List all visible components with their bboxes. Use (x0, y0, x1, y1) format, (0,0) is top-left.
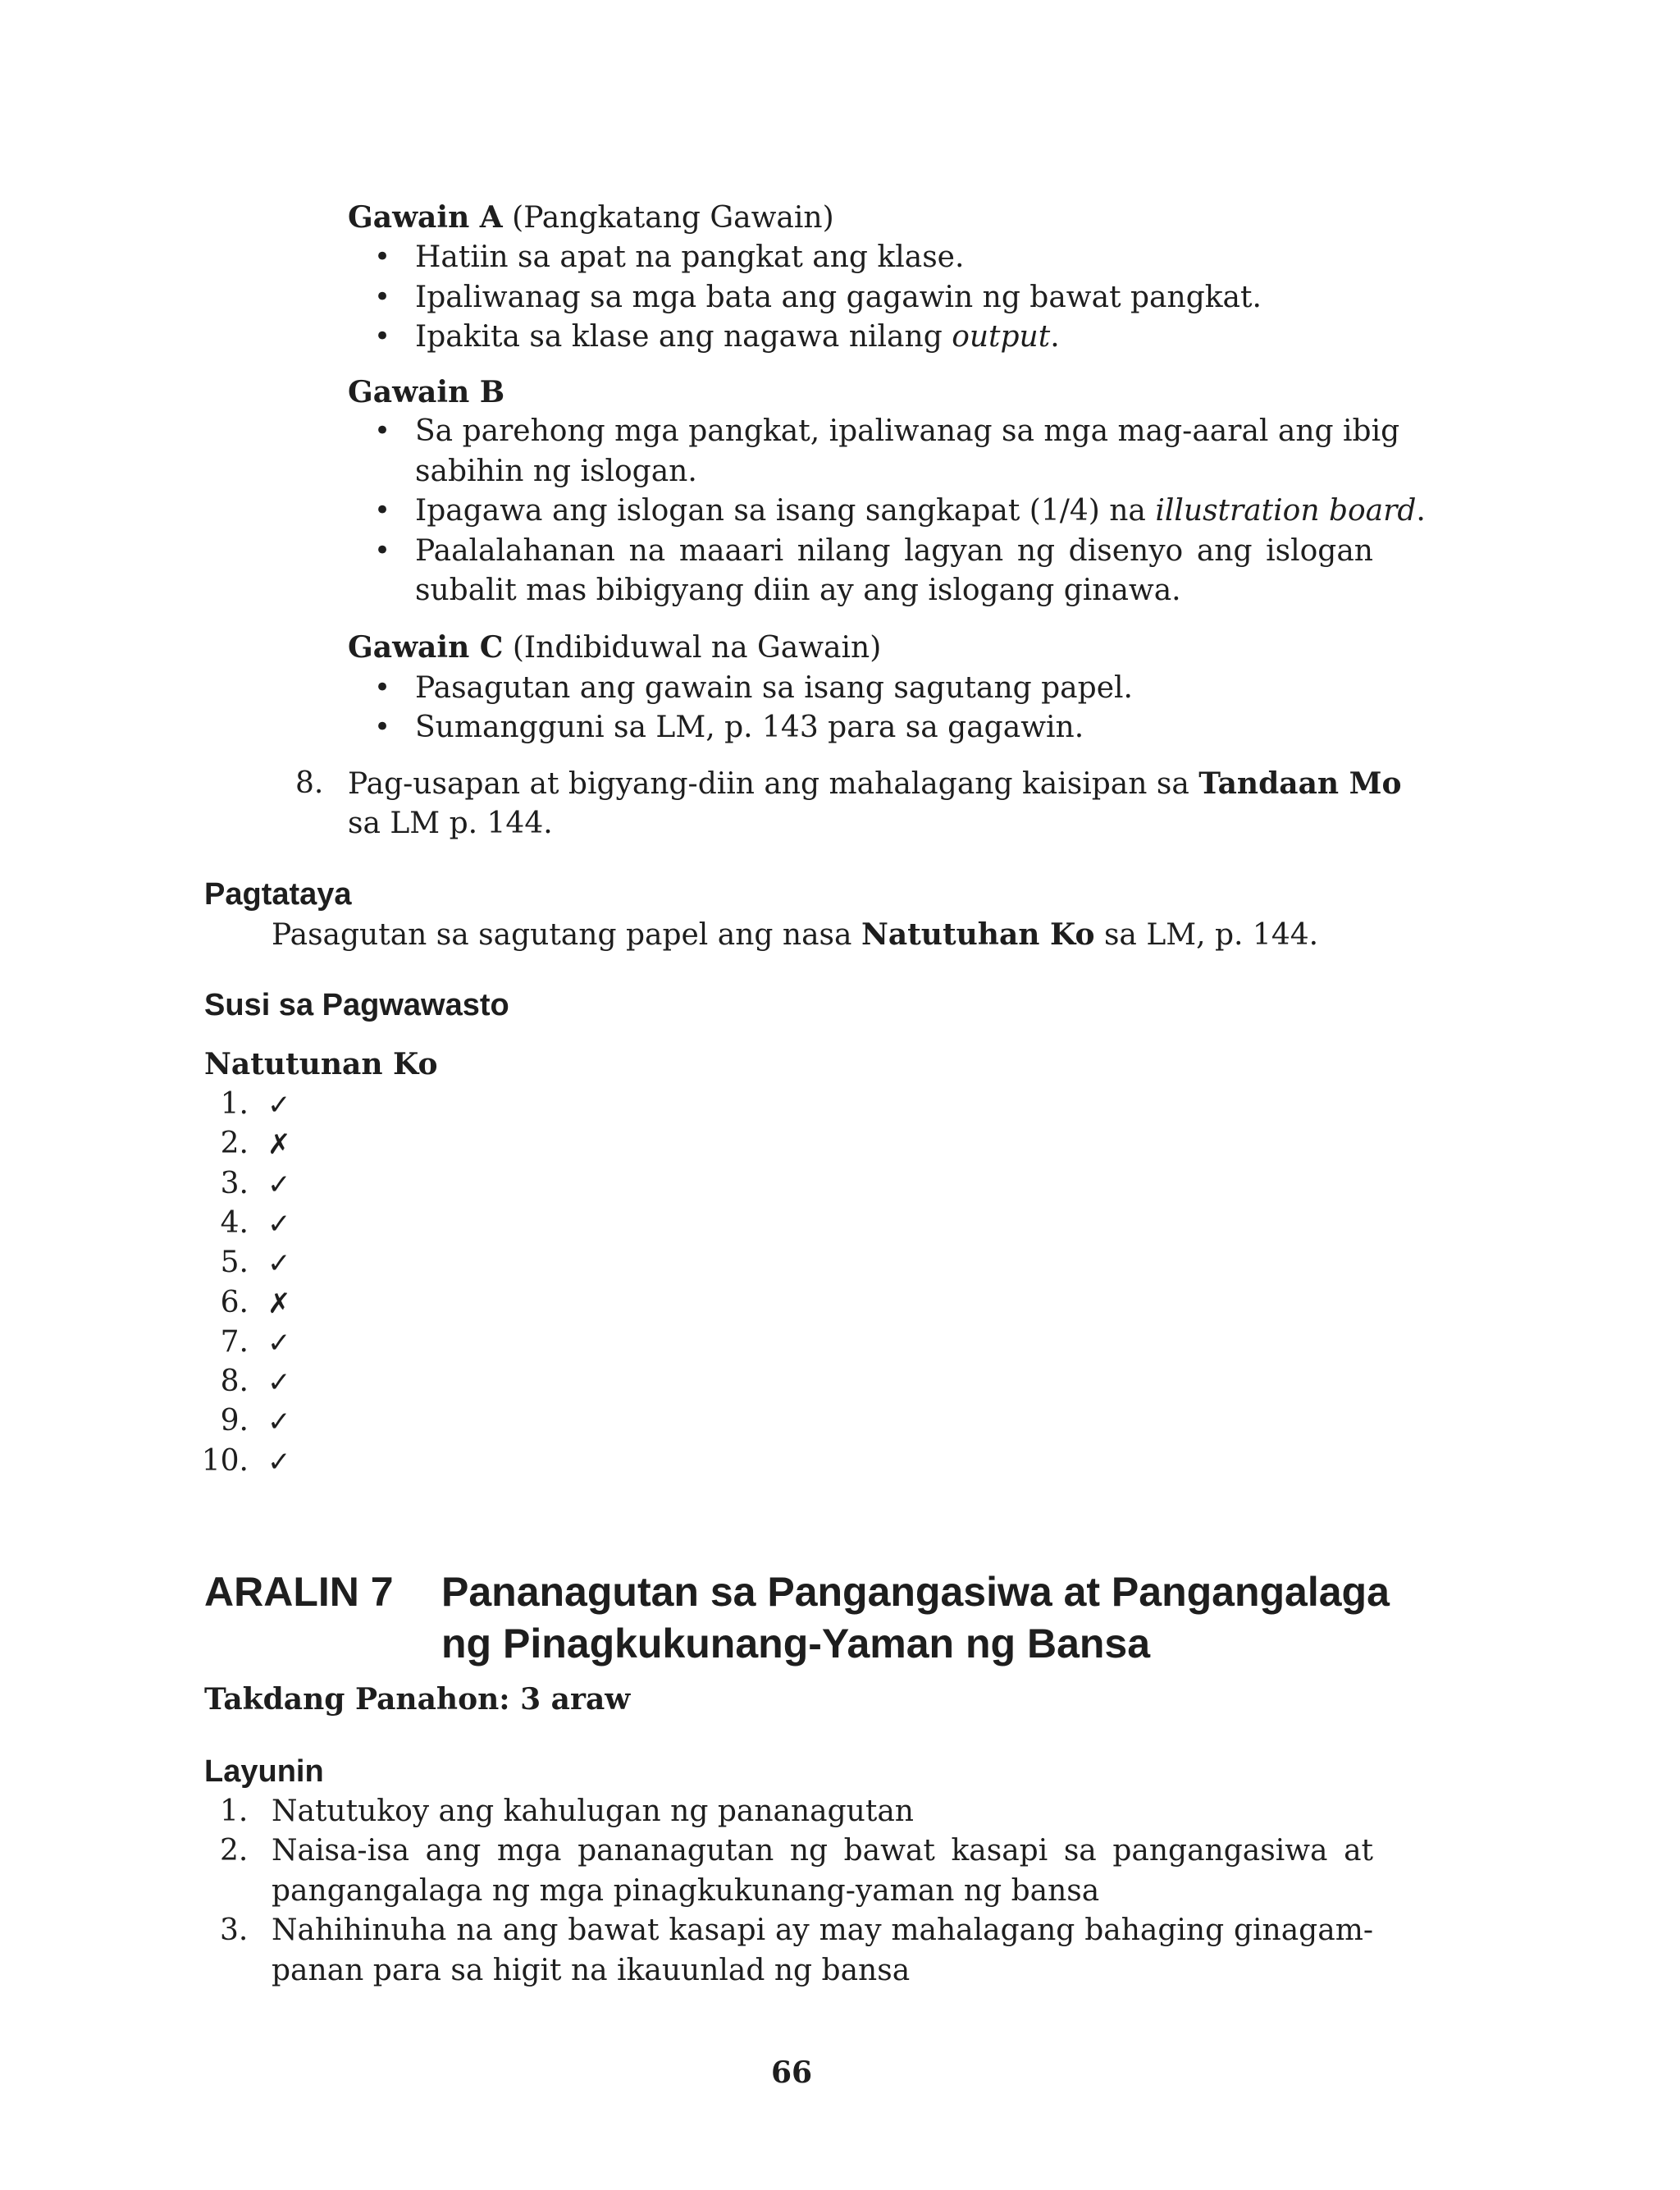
check-mark-icon: ✓ (267, 1247, 291, 1280)
pagtataya-text-post: sa LM, p. 144. (1094, 918, 1319, 952)
bullet-icon: • (374, 320, 391, 353)
check-mark-icon: ✓ (267, 1327, 291, 1360)
gawain-c-subtitle: (Indibiduwal na Gawain) (503, 631, 882, 665)
gawain-b-bullet-3-line-2: subalit mas bibigyang diin ay ang islogang ginawa. (415, 574, 1181, 607)
gawain-b-bullet-3-line-1: Paalalahanan na maaari nilang lagyan ng disenyo ang islogan (415, 534, 1373, 568)
check-mark-icon: ✓ (267, 1208, 291, 1241)
layunin-1-text: Natutukoy ang kahulugan ng pananagutan (272, 1795, 914, 1828)
natutuhan-ko-term: Natutuhan Ko (861, 917, 1095, 952)
item-8-number: 8. (295, 766, 324, 800)
gawain-c-bullet-2: Sumangguni sa LM, p. 143 para sa gagawin. (415, 711, 1084, 744)
layunin-3-line-2: panan para sa higit na ikauunlad ng bansa (272, 1954, 911, 1987)
answer-number: 10. (201, 1444, 249, 1478)
answer-number: 8. (220, 1365, 249, 1398)
takdang-panahon (204, 1682, 631, 1717)
tandaan-mo-term: Tandaan Mo (1198, 766, 1402, 801)
bullet-icon: • (374, 414, 391, 447)
gawain-c-title: Gawain C (348, 630, 504, 665)
pagtataya-text-pre: Pasagutan sa sagutang papel ang nasa (272, 918, 861, 952)
gawain-b-bullet-1-line-1: Sa parehong mga pangkat, ipaliwanag sa mga mag-aaral ang ibig (415, 414, 1400, 448)
answer-number: 3. (220, 1167, 249, 1200)
gawain-a-heading (348, 200, 834, 235)
answer-number: 4. (220, 1206, 249, 1240)
layunin-3-number: 3. (220, 1913, 249, 1947)
pagtataya-heading: Pagtataya (204, 877, 352, 912)
gawain-b-heading (348, 377, 504, 408)
answer-number: 9. (220, 1404, 249, 1438)
gawain-c-bullet-1: Pasagutan ang gawain sa isang sagutang papel. (415, 671, 1133, 705)
answer-number: 7. (220, 1325, 249, 1359)
bullet-icon: • (374, 671, 391, 704)
gawain-a-bullet-2: Ipaliwanag sa mga bata ang gagawin ng bawat pangkat. (415, 281, 1262, 314)
gawain-b-bullet-2 (415, 496, 1426, 526)
natutunan-ko-heading (204, 1049, 438, 1080)
answer-number: 1. (220, 1087, 249, 1121)
answer-number: 6. (220, 1286, 249, 1319)
cross-mark-icon: ✗ (267, 1287, 291, 1320)
item-8-line-2: sa LM p. 144. (348, 807, 553, 840)
item-8-text: Pag-usapan at bigyang-diin ang mahalagang kaisipan sa (348, 767, 1199, 801)
bullet-icon: • (374, 534, 391, 567)
check-mark-icon: ✓ (267, 1446, 291, 1479)
bullet-icon: • (374, 494, 391, 527)
gawain-b-bullet-2-text: Ipagawa ang islogan sa isang sangkapat (1/4) na (415, 494, 1156, 528)
output-word: output (952, 320, 1051, 354)
bullet-icon: • (374, 240, 391, 273)
layunin-2-number: 2. (220, 1834, 249, 1868)
gawain-b-bullet-2-period: . (1416, 494, 1426, 528)
pagtataya-text (272, 917, 1319, 952)
gawain-a-bullet-1: Hatiin sa apat na pangkat ang klase. (415, 240, 965, 274)
bullet-icon: • (374, 711, 391, 743)
layunin-2-line-1: Naisa-isa ang mga pananagutan ng bawat kasapi sa pangangasiwa at (272, 1834, 1373, 1868)
cross-mark-icon: ✗ (267, 1128, 291, 1161)
natutunan-ko-title: Natutunan Ko (204, 1047, 438, 1081)
aralin-title-line-2: ng Pinagkukunang-Yaman ng Bansa (441, 1621, 1151, 1667)
check-mark-icon: ✓ (267, 1406, 291, 1438)
layunin-3-line-1: Nahihinuha na ang bawat kasapi ay may mahalagang bahaging ginagam- (272, 1913, 1373, 1947)
page-number: 66 (771, 2055, 813, 2090)
gawain-a-title: Gawain A (348, 200, 503, 235)
check-mark-icon: ✓ (267, 1366, 291, 1399)
check-mark-icon: ✓ (267, 1089, 291, 1122)
gawain-a-bullet-3-period: . (1050, 320, 1060, 354)
item-8-line-1 (348, 766, 1402, 801)
gawain-b-bullet-1-line-2: sabihin ng islogan. (415, 455, 697, 488)
layunin-1-number: 1. (220, 1795, 249, 1828)
susi-heading: Susi sa Pagwawasto (204, 988, 509, 1022)
illustration-board-term: illustration board (1155, 494, 1417, 528)
takdang-panahon-text: Takdang Panahon: 3 araw (204, 1682, 631, 1717)
gawain-a-bullet-3-text: Ipakita sa klase ang nagawa nilang (415, 320, 952, 354)
layunin-2-line-2: pangangalaga ng mga pinagkukunang-yaman ng bansa (272, 1874, 1100, 1908)
bullet-icon: • (374, 281, 391, 313)
answer-number: 5. (220, 1246, 249, 1279)
gawain-c-heading (348, 630, 882, 665)
check-mark-icon: ✓ (267, 1168, 291, 1201)
answer-number: 2. (220, 1127, 249, 1160)
aralin-label: ARALIN 7 (204, 1569, 394, 1615)
gawain-a-bullet-3 (415, 322, 1060, 352)
gawain-a-subtitle: (Pangkatang Gawain) (502, 201, 834, 235)
gawain-b-title: Gawain B (348, 375, 505, 409)
aralin-title-line-1: Pananagutan sa Pangangasiwa at Pangangalaga (441, 1569, 1390, 1615)
layunin-heading: Layunin (204, 1754, 324, 1789)
